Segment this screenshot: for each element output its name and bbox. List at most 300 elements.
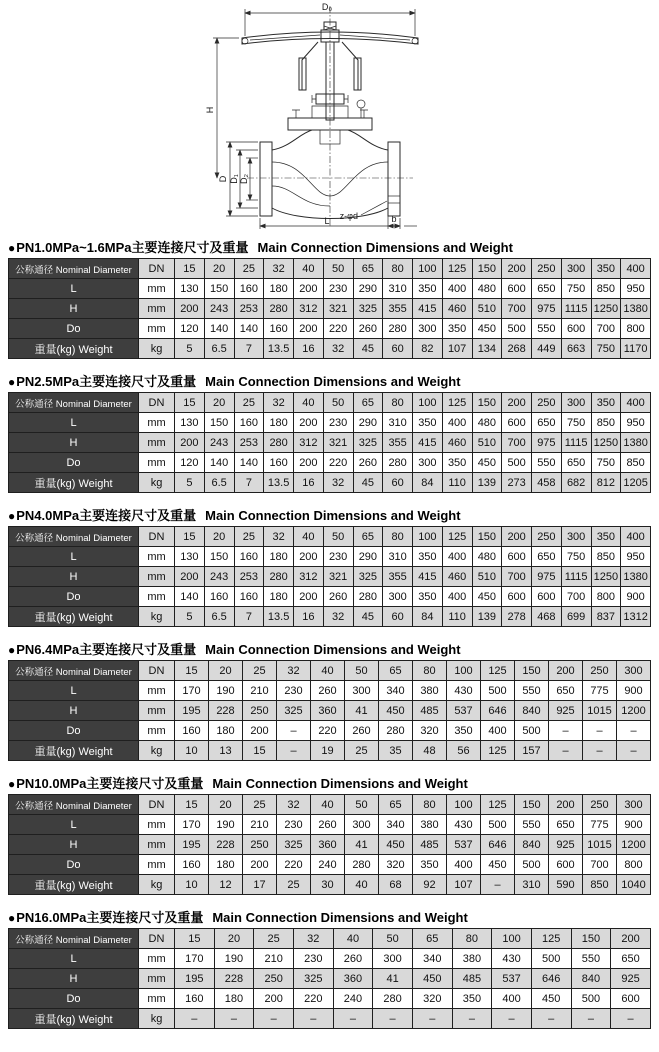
row-label: Do bbox=[9, 587, 139, 607]
row-label: 重量(kg) Weight bbox=[9, 473, 139, 493]
value-cell: 699 bbox=[561, 607, 591, 627]
value-cell: 400 bbox=[492, 989, 532, 1009]
value-cell: 170 bbox=[175, 949, 215, 969]
value-cell: 280 bbox=[383, 453, 413, 473]
section-title-cn: PN2.5MPa主要连接尺寸及重量 bbox=[16, 374, 197, 389]
d2-label: D₂ bbox=[238, 174, 249, 184]
value-cell: 850 bbox=[591, 547, 621, 567]
value-cell: 15 bbox=[175, 795, 209, 815]
value-cell: 7 bbox=[234, 607, 264, 627]
value-cell: 200 bbox=[502, 393, 532, 413]
value-cell: 340 bbox=[379, 815, 413, 835]
value-cell: 160 bbox=[234, 587, 264, 607]
value-cell: 80 bbox=[383, 393, 413, 413]
value-cell: 80 bbox=[452, 929, 492, 949]
value-cell: 253 bbox=[234, 433, 264, 453]
value-cell: 195 bbox=[175, 835, 209, 855]
row-label: L bbox=[9, 279, 139, 299]
value-cell: – bbox=[175, 1009, 215, 1029]
value-cell: – bbox=[611, 1009, 651, 1029]
value-cell: 170 bbox=[175, 681, 209, 701]
z-phi-d-label: z-φd bbox=[339, 211, 358, 221]
value-cell: 280 bbox=[264, 433, 294, 453]
value-cell: 150 bbox=[472, 527, 502, 547]
value-cell: – bbox=[277, 741, 311, 761]
value-cell: 750 bbox=[591, 453, 621, 473]
value-cell: 700 bbox=[561, 587, 591, 607]
value-cell: 200 bbox=[294, 547, 324, 567]
value-cell: 20 bbox=[204, 393, 234, 413]
value-cell: 180 bbox=[209, 855, 243, 875]
value-cell: 310 bbox=[383, 413, 413, 433]
spec-section-6 bbox=[8, 907, 651, 1029]
value-cell: 150 bbox=[571, 929, 611, 949]
value-cell: 130 bbox=[175, 279, 205, 299]
table-row bbox=[9, 795, 651, 815]
value-cell: 50 bbox=[323, 527, 353, 547]
unit-cell: mm bbox=[139, 547, 175, 567]
value-cell: 1040 bbox=[617, 875, 651, 895]
value-cell: 32 bbox=[323, 607, 353, 627]
d0-label: D₀ bbox=[321, 2, 332, 12]
value-cell: 243 bbox=[204, 299, 234, 319]
value-cell: 550 bbox=[515, 815, 549, 835]
value-cell: 280 bbox=[353, 587, 383, 607]
value-cell: 400 bbox=[621, 393, 651, 413]
value-cell: – bbox=[583, 721, 617, 741]
unit-cell: mm bbox=[139, 567, 175, 587]
table-row bbox=[9, 741, 651, 761]
value-cell: 125 bbox=[481, 741, 515, 761]
row-label: Do bbox=[9, 989, 139, 1009]
section-title-en: Main Connection Dimensions and Weight bbox=[205, 642, 461, 657]
section-title-cn: PN10.0MPa主要连接尺寸及重量 bbox=[16, 776, 204, 791]
value-cell: 25 bbox=[243, 661, 277, 681]
value-cell: 537 bbox=[447, 701, 481, 721]
value-cell: 1115 bbox=[561, 433, 591, 453]
value-cell: 190 bbox=[209, 681, 243, 701]
row-label: 重量(kg) Weight bbox=[9, 1009, 139, 1029]
row-label: 重量(kg) Weight bbox=[9, 875, 139, 895]
value-cell: 200 bbox=[549, 661, 583, 681]
value-cell: 1250 bbox=[591, 567, 621, 587]
value-cell: – bbox=[333, 1009, 373, 1029]
section-title-en: Main Connection Dimensions and Weight bbox=[212, 910, 468, 925]
value-cell: 449 bbox=[532, 339, 562, 359]
table-row bbox=[9, 661, 651, 681]
value-cell: 180 bbox=[209, 721, 243, 741]
value-cell: 250 bbox=[532, 527, 562, 547]
value-cell: 480 bbox=[472, 279, 502, 299]
unit-cell: DN bbox=[139, 527, 175, 547]
value-cell: 25 bbox=[243, 795, 277, 815]
value-cell: 82 bbox=[413, 339, 443, 359]
table-row bbox=[9, 413, 651, 433]
value-cell: 360 bbox=[311, 701, 345, 721]
value-cell: 925 bbox=[611, 969, 651, 989]
row-label: 公称通径 Nominal Diameter bbox=[9, 527, 139, 547]
value-cell: 32 bbox=[277, 661, 311, 681]
value-cell: 510 bbox=[472, 433, 502, 453]
value-cell: 140 bbox=[234, 453, 264, 473]
value-cell: 45 bbox=[353, 339, 383, 359]
row-label: H bbox=[9, 701, 139, 721]
value-cell: 92 bbox=[413, 875, 447, 895]
value-cell: 80 bbox=[383, 259, 413, 279]
value-cell: – bbox=[617, 721, 651, 741]
value-cell: 273 bbox=[502, 473, 532, 493]
value-cell: 325 bbox=[353, 433, 383, 453]
value-cell: 230 bbox=[277, 815, 311, 835]
value-cell: 1380 bbox=[621, 567, 651, 587]
row-label: H bbox=[9, 969, 139, 989]
value-cell: 700 bbox=[583, 855, 617, 875]
value-cell: 125 bbox=[481, 661, 515, 681]
value-cell: 240 bbox=[311, 855, 345, 875]
dimensions-table bbox=[8, 928, 651, 1029]
value-cell: 300 bbox=[413, 453, 443, 473]
value-cell: 1115 bbox=[561, 299, 591, 319]
value-cell: 321 bbox=[323, 567, 353, 587]
leader-line bbox=[361, 201, 387, 215]
value-cell: 321 bbox=[323, 299, 353, 319]
table-row bbox=[9, 587, 651, 607]
body-top-right bbox=[348, 130, 388, 150]
value-cell: 134 bbox=[472, 339, 502, 359]
unit-cell: mm bbox=[139, 681, 175, 701]
value-cell: 750 bbox=[561, 279, 591, 299]
value-cell: 32 bbox=[323, 339, 353, 359]
value-cell: 13.5 bbox=[264, 473, 294, 493]
value-cell: 250 bbox=[254, 969, 294, 989]
value-cell: 160 bbox=[264, 319, 294, 339]
unit-cell: mm bbox=[139, 969, 175, 989]
value-cell: 450 bbox=[379, 701, 413, 721]
value-cell: 510 bbox=[472, 567, 502, 587]
value-cell: 25 bbox=[254, 929, 294, 949]
value-cell: 290 bbox=[353, 413, 383, 433]
row-label: Do bbox=[9, 319, 139, 339]
value-cell: 250 bbox=[583, 661, 617, 681]
d1-label: D₁ bbox=[228, 174, 239, 184]
value-cell: 975 bbox=[532, 567, 562, 587]
value-cell: 230 bbox=[293, 949, 333, 969]
value-cell: 35 bbox=[379, 741, 413, 761]
unit-cell: kg bbox=[139, 607, 175, 627]
value-cell: 190 bbox=[214, 949, 254, 969]
value-cell: 6.5 bbox=[204, 339, 234, 359]
unit-cell: mm bbox=[139, 587, 175, 607]
value-cell: 180 bbox=[264, 279, 294, 299]
value-cell: 663 bbox=[561, 339, 591, 359]
section-title-en: Main Connection Dimensions and Weight bbox=[205, 374, 461, 389]
value-cell: 140 bbox=[204, 319, 234, 339]
value-cell: 840 bbox=[515, 835, 549, 855]
value-cell: 550 bbox=[532, 453, 562, 473]
value-cell: 350 bbox=[413, 279, 443, 299]
value-cell: 325 bbox=[277, 701, 311, 721]
value-cell: 41 bbox=[345, 835, 379, 855]
valve-drawing-area bbox=[0, 0, 659, 234]
value-cell: 1200 bbox=[617, 835, 651, 855]
value-cell: 125 bbox=[531, 929, 571, 949]
value-cell: 380 bbox=[413, 815, 447, 835]
value-cell: 228 bbox=[209, 701, 243, 721]
value-cell: 195 bbox=[175, 701, 209, 721]
value-cell: 150 bbox=[515, 661, 549, 681]
value-cell: 200 bbox=[502, 527, 532, 547]
value-cell: 650 bbox=[532, 413, 562, 433]
unit-cell: kg bbox=[139, 1009, 175, 1029]
value-cell: 200 bbox=[175, 299, 205, 319]
value-cell: 80 bbox=[383, 527, 413, 547]
unit-cell: mm bbox=[139, 835, 175, 855]
value-cell: 220 bbox=[277, 855, 311, 875]
unit-cell: mm bbox=[139, 433, 175, 453]
value-cell: 32 bbox=[264, 259, 294, 279]
value-cell: 6.5 bbox=[204, 607, 234, 627]
value-cell: 65 bbox=[353, 259, 383, 279]
value-cell: 100 bbox=[413, 393, 443, 413]
value-cell: 500 bbox=[502, 453, 532, 473]
value-cell: 321 bbox=[323, 433, 353, 453]
value-cell: 775 bbox=[583, 681, 617, 701]
value-cell: 600 bbox=[532, 587, 562, 607]
value-cell: 350 bbox=[452, 989, 492, 1009]
value-cell: 20 bbox=[214, 929, 254, 949]
value-cell: 10 bbox=[175, 875, 209, 895]
value-cell: 312 bbox=[294, 299, 324, 319]
value-cell: 200 bbox=[254, 989, 294, 1009]
value-cell: – bbox=[452, 1009, 492, 1029]
value-cell: 50 bbox=[323, 259, 353, 279]
value-cell: 7 bbox=[234, 473, 264, 493]
value-cell: 32 bbox=[293, 929, 333, 949]
value-cell: 157 bbox=[515, 741, 549, 761]
value-cell: 415 bbox=[413, 567, 443, 587]
value-cell: 460 bbox=[442, 433, 472, 453]
flow-passage-lower bbox=[272, 186, 330, 206]
value-cell: 340 bbox=[379, 681, 413, 701]
value-cell: – bbox=[214, 1009, 254, 1029]
value-cell: 840 bbox=[515, 701, 549, 721]
value-cell: 230 bbox=[323, 279, 353, 299]
value-cell: 850 bbox=[621, 453, 651, 473]
table-row bbox=[9, 835, 651, 855]
value-cell: 300 bbox=[617, 661, 651, 681]
table-row bbox=[9, 393, 651, 413]
value-cell: 750 bbox=[591, 339, 621, 359]
unit-cell: mm bbox=[139, 413, 175, 433]
unit-cell: kg bbox=[139, 339, 175, 359]
value-cell: 280 bbox=[264, 567, 294, 587]
value-cell: 1015 bbox=[583, 701, 617, 721]
value-cell: 300 bbox=[561, 393, 591, 413]
value-cell: 250 bbox=[532, 259, 562, 279]
value-cell: 25 bbox=[234, 527, 264, 547]
value-cell: 800 bbox=[617, 855, 651, 875]
value-cell: 15 bbox=[175, 929, 215, 949]
section-title-en: Main Connection Dimensions and Weight bbox=[257, 240, 513, 255]
bullet-icon: ● bbox=[8, 509, 16, 523]
value-cell: 40 bbox=[294, 527, 324, 547]
value-cell: 125 bbox=[481, 795, 515, 815]
value-cell: 260 bbox=[353, 453, 383, 473]
row-label: L bbox=[9, 815, 139, 835]
l-label: L bbox=[323, 216, 330, 226]
value-cell: 60 bbox=[383, 607, 413, 627]
unit-cell: kg bbox=[139, 473, 175, 493]
value-cell: 325 bbox=[293, 969, 333, 989]
handwheel-rim-left bbox=[242, 38, 248, 44]
value-cell: 13.5 bbox=[264, 339, 294, 359]
value-cell: 430 bbox=[447, 815, 481, 835]
value-cell: 300 bbox=[561, 259, 591, 279]
value-cell: 243 bbox=[204, 567, 234, 587]
value-cell: 290 bbox=[353, 279, 383, 299]
row-label: L bbox=[9, 413, 139, 433]
value-cell: 12 bbox=[209, 875, 243, 895]
value-cell: 170 bbox=[175, 815, 209, 835]
value-cell: 65 bbox=[353, 527, 383, 547]
value-cell: 1015 bbox=[583, 835, 617, 855]
value-cell: 400 bbox=[442, 413, 472, 433]
value-cell: 180 bbox=[214, 989, 254, 1009]
value-cell: 325 bbox=[277, 835, 311, 855]
spec-section-2 bbox=[8, 371, 651, 493]
value-cell: 220 bbox=[311, 721, 345, 741]
value-cell: 430 bbox=[447, 681, 481, 701]
value-cell: 260 bbox=[353, 319, 383, 339]
value-cell: – bbox=[481, 875, 515, 895]
table-row bbox=[9, 319, 651, 339]
table-row bbox=[9, 1009, 651, 1029]
value-cell: 400 bbox=[481, 721, 515, 741]
value-cell: 65 bbox=[353, 393, 383, 413]
table-row bbox=[9, 875, 651, 895]
value-cell: 107 bbox=[447, 875, 481, 895]
spec-section-1 bbox=[8, 237, 651, 359]
table-row bbox=[9, 681, 651, 701]
value-cell: 230 bbox=[323, 413, 353, 433]
value-cell: 1380 bbox=[621, 299, 651, 319]
section-title bbox=[8, 907, 651, 926]
value-cell: 812 bbox=[591, 473, 621, 493]
value-cell: 700 bbox=[502, 567, 532, 587]
value-cell: 650 bbox=[561, 453, 591, 473]
value-cell: 700 bbox=[502, 433, 532, 453]
value-cell: – bbox=[571, 1009, 611, 1029]
table-row bbox=[9, 989, 651, 1009]
value-cell: 300 bbox=[345, 681, 379, 701]
value-cell: 200 bbox=[294, 319, 324, 339]
value-cell: 160 bbox=[175, 989, 215, 1009]
body-top-left bbox=[272, 130, 312, 150]
unit-cell: DN bbox=[139, 661, 175, 681]
row-label: 公称通径 Nominal Diameter bbox=[9, 393, 139, 413]
value-cell: 250 bbox=[583, 795, 617, 815]
value-cell: 50 bbox=[345, 795, 379, 815]
value-cell: 450 bbox=[412, 969, 452, 989]
nut-hatch bbox=[324, 26, 336, 30]
value-cell: 260 bbox=[311, 681, 345, 701]
value-cell: 15 bbox=[175, 393, 205, 413]
value-cell: 850 bbox=[591, 413, 621, 433]
value-cell: 7 bbox=[234, 339, 264, 359]
value-cell: 220 bbox=[293, 989, 333, 1009]
row-label: 重量(kg) Weight bbox=[9, 339, 139, 359]
value-cell: 200 bbox=[294, 587, 324, 607]
value-cell: 110 bbox=[442, 607, 472, 627]
value-cell: 5 bbox=[175, 339, 205, 359]
value-cell: 1115 bbox=[561, 567, 591, 587]
value-cell: 312 bbox=[294, 433, 324, 453]
value-cell: 500 bbox=[515, 721, 549, 741]
value-cell: 253 bbox=[234, 567, 264, 587]
value-cell: 150 bbox=[472, 259, 502, 279]
value-cell: 450 bbox=[472, 453, 502, 473]
value-cell: 600 bbox=[561, 319, 591, 339]
spec-section-3 bbox=[8, 505, 651, 627]
value-cell: 20 bbox=[204, 259, 234, 279]
value-cell: 180 bbox=[264, 547, 294, 567]
value-cell: 290 bbox=[353, 547, 383, 567]
value-cell: 250 bbox=[532, 393, 562, 413]
value-cell: 40 bbox=[311, 661, 345, 681]
value-cell: 100 bbox=[447, 661, 481, 681]
bullet-icon: ● bbox=[8, 643, 16, 657]
value-cell: 160 bbox=[234, 413, 264, 433]
value-cell: – bbox=[412, 1009, 452, 1029]
table-row bbox=[9, 299, 651, 319]
table-row bbox=[9, 969, 651, 989]
value-cell: 150 bbox=[515, 795, 549, 815]
globe-valve-drawing bbox=[175, 0, 485, 234]
value-cell: 650 bbox=[611, 949, 651, 969]
unit-cell: kg bbox=[139, 875, 175, 895]
value-cell: 210 bbox=[254, 949, 294, 969]
row-label: H bbox=[9, 299, 139, 319]
value-cell: 850 bbox=[591, 279, 621, 299]
value-cell: 310 bbox=[383, 279, 413, 299]
value-cell: 228 bbox=[209, 835, 243, 855]
value-cell: 40 bbox=[294, 393, 324, 413]
value-cell: 600 bbox=[502, 547, 532, 567]
bullet-icon: ● bbox=[8, 241, 16, 255]
value-cell: 200 bbox=[294, 453, 324, 473]
value-cell: 125 bbox=[442, 393, 472, 413]
value-cell: 260 bbox=[333, 949, 373, 969]
row-label: 重量(kg) Weight bbox=[9, 607, 139, 627]
value-cell: 140 bbox=[204, 453, 234, 473]
table-row bbox=[9, 607, 651, 627]
unit-cell: mm bbox=[139, 299, 175, 319]
row-label: H bbox=[9, 433, 139, 453]
value-cell: 160 bbox=[264, 453, 294, 473]
value-cell: 200 bbox=[502, 259, 532, 279]
value-cell: 550 bbox=[571, 949, 611, 969]
value-cell: 125 bbox=[442, 259, 472, 279]
table-row bbox=[9, 473, 651, 493]
value-cell: 68 bbox=[379, 875, 413, 895]
unit-cell: DN bbox=[139, 393, 175, 413]
value-cell: 750 bbox=[561, 547, 591, 567]
value-cell: 5 bbox=[175, 607, 205, 627]
value-cell: 65 bbox=[412, 929, 452, 949]
value-cell: 350 bbox=[413, 855, 447, 875]
row-label: L bbox=[9, 547, 139, 567]
value-cell: 32 bbox=[264, 527, 294, 547]
